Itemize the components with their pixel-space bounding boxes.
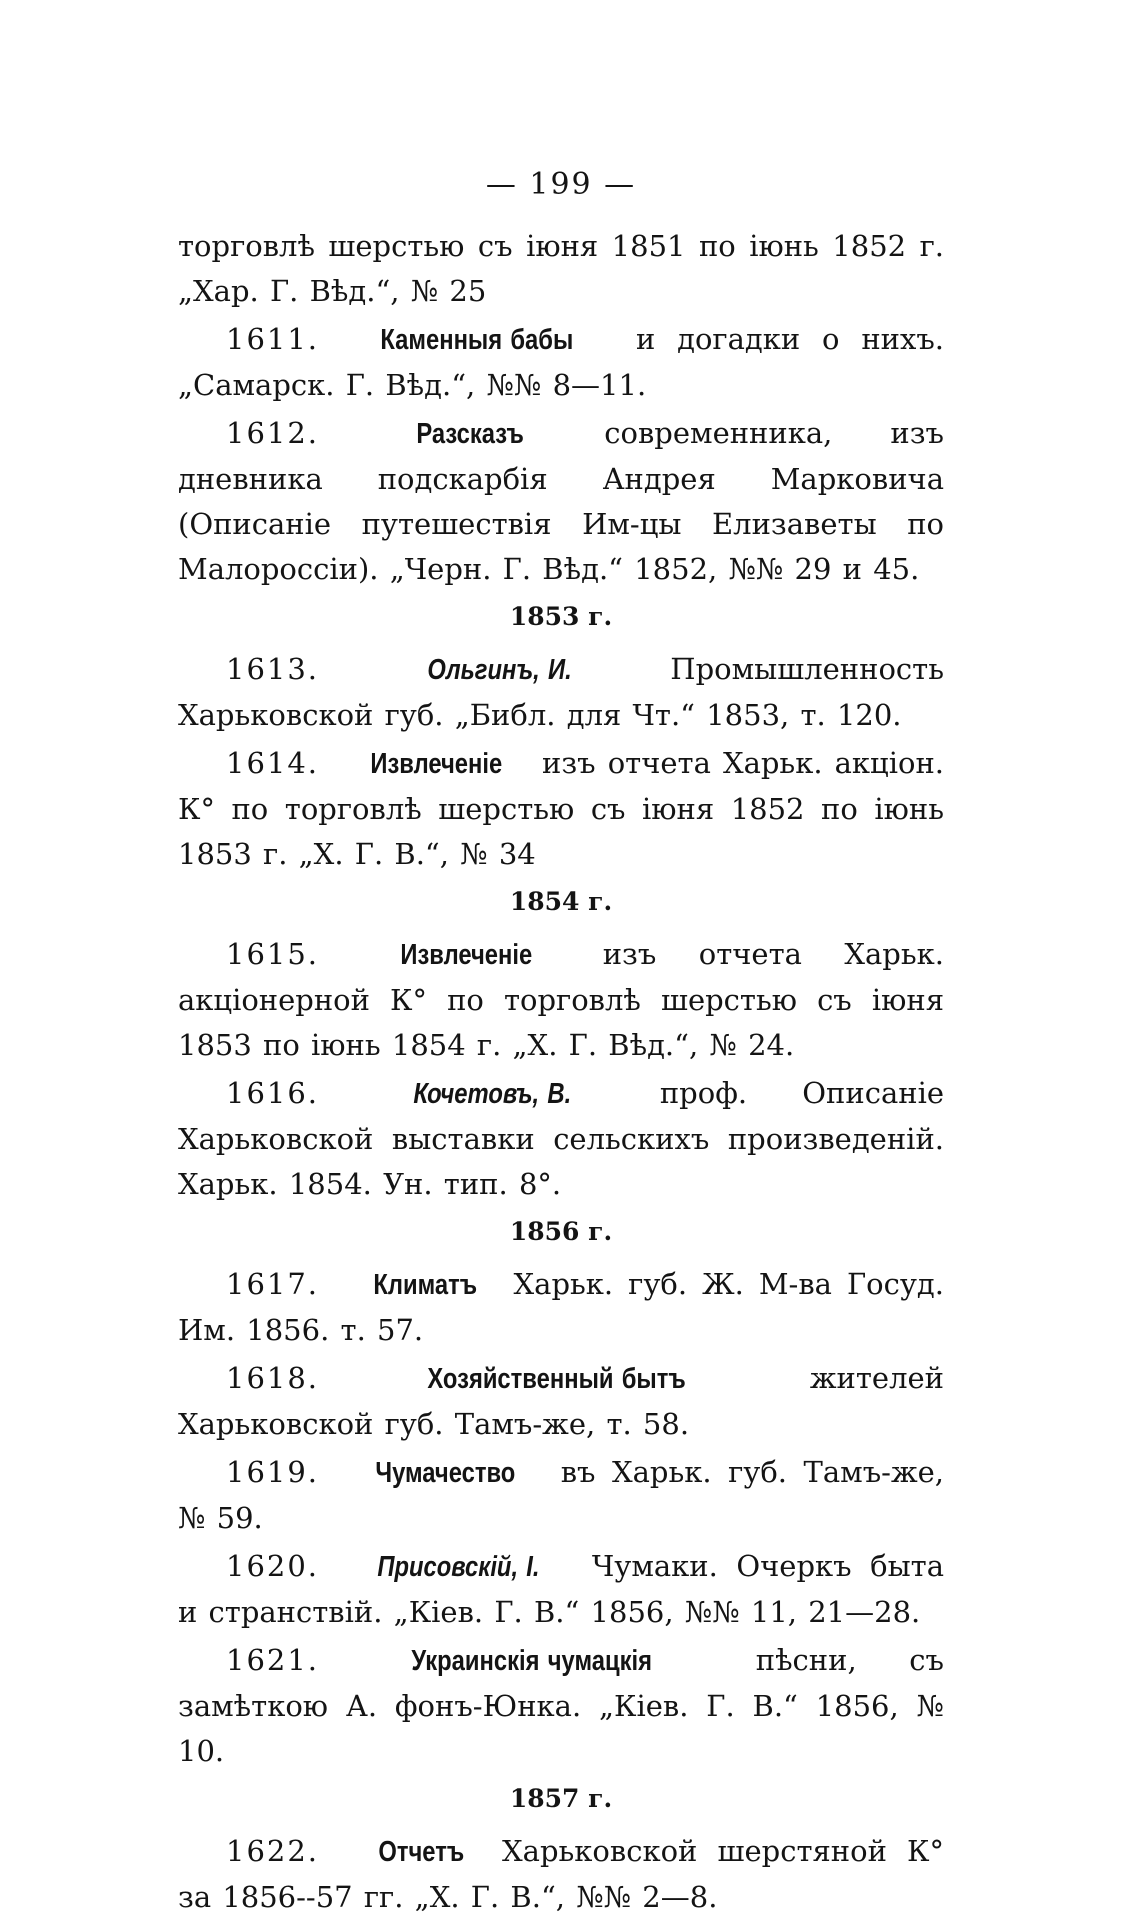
entry-number: 1613. — [226, 652, 320, 686]
bibliography-entry — [178, 1450, 944, 1541]
entry-title: Извлеченіе — [370, 748, 503, 780]
entry-number: 1614. — [226, 746, 320, 780]
entry-details: въ Харьк. губ. Тамъ-же, № 59. — [178, 1455, 945, 1535]
year-heading: 1853 г. — [509, 602, 613, 631]
entry-author: Ольгинъ, И. — [427, 654, 572, 686]
entry-author: Кочетовъ, В. — [413, 1078, 572, 1110]
entry-number: 1618. — [226, 1361, 320, 1395]
bibliography-entry — [178, 647, 944, 738]
entry-number: 1611. — [226, 322, 320, 356]
entry-details: изъ отчета Харьк. акціон. К° по торговлѣ шерстью съ іюня 1852 по іюнь 1853 г. „Х. Г. В.“, № 34 — [178, 746, 944, 871]
document-page — [178, 150, 945, 1914]
bibliography-entry — [178, 1356, 944, 1447]
entry-details: современника, изъ дневника подскарбія Андрея Марковича (Описаніе путешествія Им-цы Елизаветы по Малороссіи). „Черн. Г. Вѣд.“ 1852, №№ 29 и 45. — [178, 416, 945, 586]
page-number: — 199 — — [485, 167, 637, 202]
entry-number: 1615. — [226, 937, 320, 971]
entry-details: проф. Описаніе Харьковской выставки сельскихъ произведеній. Харьк. 1854. Ун. тип. 8°. — [178, 1076, 945, 1201]
bibliography-entry — [178, 1544, 944, 1635]
entry-title: Украинскія чумацкія — [411, 1645, 652, 1677]
entry-number: 1621. — [226, 1643, 320, 1677]
entry-details: Харьк. губ. Ж. М-ва Госуд. Им. 1856. т. 57. — [178, 1267, 945, 1347]
entry-author: Присовскій, І. — [376, 1551, 540, 1583]
entry-number: 1622. — [226, 1834, 320, 1868]
entry-title: Климатъ — [373, 1269, 478, 1301]
entry-number: 1617. — [226, 1267, 320, 1301]
entry-number: 1616. — [226, 1076, 320, 1110]
entry-details: пѣсни, съ замѣткою А. фонъ-Юнка. „Кіев. Г. В.“ 1856, № 10. — [178, 1643, 944, 1768]
year-heading: 1857 г. — [509, 1784, 613, 1813]
entry-details: жителей Харьковской губ. Тамъ-же, т. 58. — [178, 1361, 945, 1441]
bibliography-entry — [178, 1829, 944, 1920]
entry-title: Разсказъ — [416, 418, 524, 450]
entry-number: 1612. — [226, 416, 320, 450]
entry-details: Харьковской шерстяной К° за 1856--57 гг. „Х. Г. В.“, №№ 2—8. — [178, 1834, 944, 1914]
bibliography-entry — [178, 317, 944, 408]
bibliography-entry — [178, 741, 944, 877]
bibliography-entry — [178, 932, 944, 1068]
bibliography-entry — [178, 1638, 944, 1774]
bibliography-entry — [178, 1262, 944, 1353]
entry-title: Каменныя бабы — [380, 324, 574, 356]
entry-title: Хозяйственный бытъ — [427, 1363, 686, 1395]
bibliography-entry — [178, 1071, 944, 1207]
entry-title: Извлеченіе — [400, 939, 533, 971]
continued-entry-text: торговлѣ шерстью съ іюня 1851 по іюнь 1852 г. „Хар. Г. Вѣд.“, № 25 — [178, 229, 944, 308]
entry-details: Промышленность Харьковской губ. „Библ. для Чт.“ 1853, т. 120. — [178, 652, 944, 732]
bibliography-sections — [178, 317, 944, 1920]
entry-title: Отчетъ — [378, 1836, 465, 1868]
entry-details: Чумаки. Очеркъ быта и странствій. „Кіев. Г. В.“ 1856, №№ 11, 21—28. — [178, 1549, 945, 1629]
bibliography-entry — [178, 411, 944, 592]
entry-number: 1619. — [226, 1455, 320, 1489]
entry-details: и догадки о нихъ. „Самарск. Г. Вѣд.“, №№ 8—11. — [178, 322, 945, 402]
entry-title: Чумачество — [374, 1457, 515, 1489]
entry-details: изъ отчета Харьк. акціонерной К° по торговлѣ шерстью съ іюня 1853 по іюнь 1854 г. „Х. Г. Вѣд.“, № 24. — [178, 937, 944, 1062]
year-heading: 1854 г. — [509, 887, 613, 916]
entry-number: 1620. — [226, 1549, 320, 1583]
year-heading: 1856 г. — [509, 1217, 613, 1246]
